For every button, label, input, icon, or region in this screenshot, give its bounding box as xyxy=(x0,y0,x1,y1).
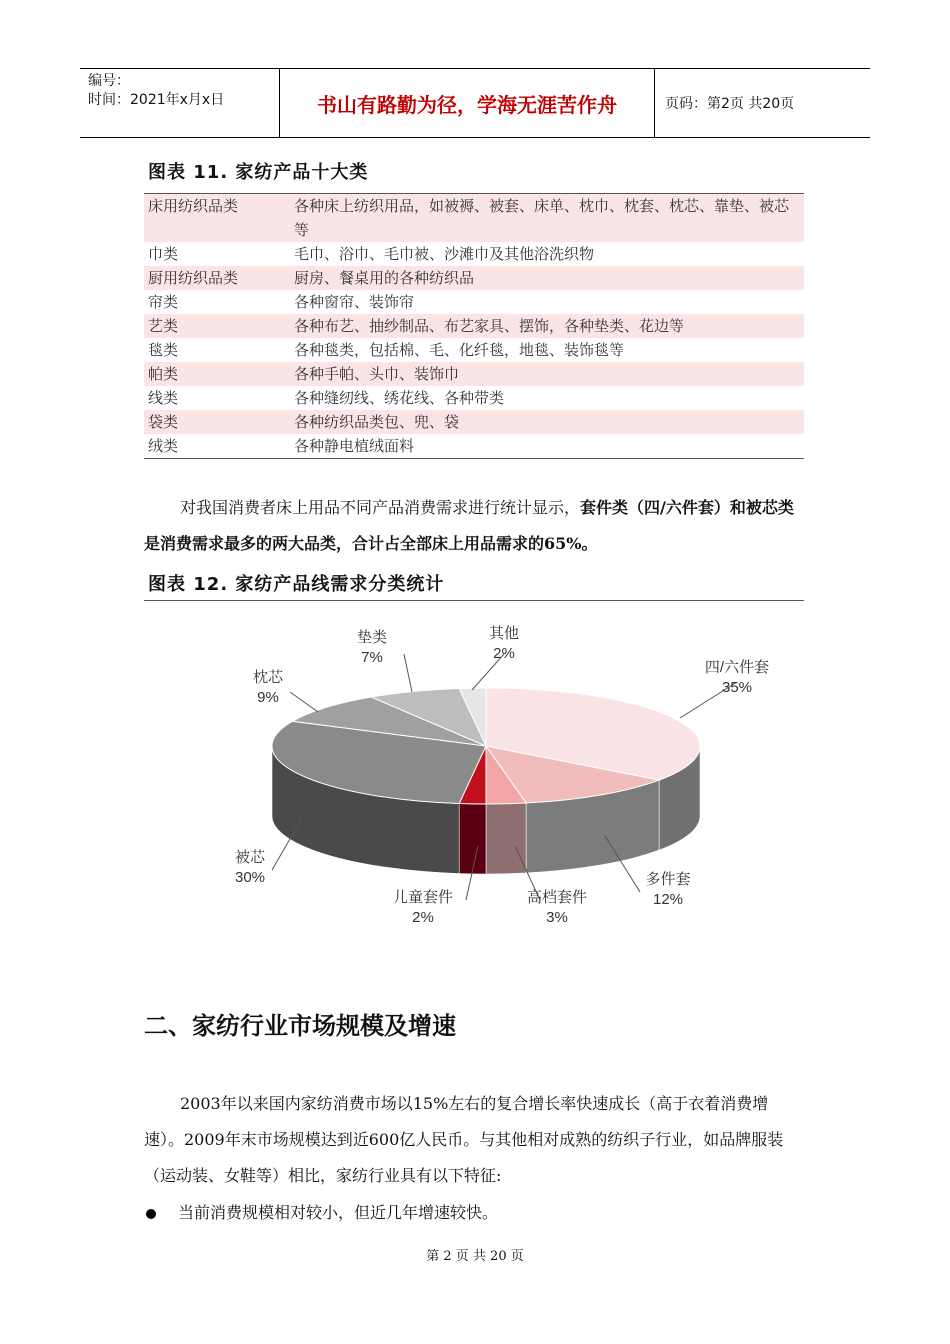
pie-slice-name: 四/六件套 xyxy=(704,659,770,676)
pie-slice-name: 枕芯 xyxy=(252,669,284,686)
table-row xyxy=(144,410,804,434)
table-cell-description: 各种缝纫线、绣花线、各种带类 xyxy=(294,389,505,407)
table-cell-category: 帕类 xyxy=(148,365,179,383)
table-row xyxy=(144,338,804,362)
header-page-number: 页码：第2页 共20页 xyxy=(665,96,795,112)
table-cell-description: 各种手帕、头巾、装饰巾 xyxy=(294,365,460,383)
pie-slice-name: 其他 xyxy=(488,625,520,642)
header-motto: 书山有路勤为径，学海无涯苦作舟 xyxy=(280,69,655,137)
section2-bullet xyxy=(146,1198,498,1228)
table-cell-category: 绒类 xyxy=(148,437,179,455)
table-cell-description: 各种布艺、抽纱制品、布艺家具、摆饰，各种垫类、花边等 xyxy=(294,317,685,335)
table-cell-category: 线类 xyxy=(148,389,179,407)
header-meta xyxy=(80,69,280,137)
pie-slice-value: 3% xyxy=(546,909,568,926)
table-row xyxy=(144,266,804,290)
pie-slice-value: 12% xyxy=(652,891,684,908)
pie-slice-name: 儿童套件 xyxy=(392,889,454,906)
table-cell-category: 帘类 xyxy=(148,293,179,311)
bullet-dot-icon xyxy=(146,1209,156,1219)
table11-title: 图表 11. 家纺产品十大类 xyxy=(148,162,369,183)
table-row xyxy=(144,434,804,458)
page-header xyxy=(80,68,870,138)
pie-slice-value: 9% xyxy=(257,689,279,706)
table-cell-description: 厨房、餐桌用的各种纺织品 xyxy=(294,269,475,287)
pie-slice-value: 35% xyxy=(721,679,753,696)
table-cell-description: 各种静电植绒面料 xyxy=(294,437,415,455)
table-cell-category: 巾类 xyxy=(148,245,179,263)
table-cell-category: 毯类 xyxy=(148,341,179,359)
header-date: 时间：2021年x月x日 xyxy=(88,92,225,108)
table-row xyxy=(144,290,804,314)
pie-slice-name: 被芯 xyxy=(234,849,266,866)
pie-side-wall xyxy=(459,804,486,874)
table-row xyxy=(144,194,804,242)
pie-slice-name: 高档套件 xyxy=(526,889,588,906)
page-footer: 第 2 页 共 20 页 xyxy=(426,1249,524,1264)
table-cell-description: 毛巾、浴巾、毛巾被、沙滩巾及其他浴洗织物 xyxy=(294,245,595,263)
chart12-title: 图表 12. 家纺产品线需求分类统计 xyxy=(148,574,445,595)
pie-slice-value: 7% xyxy=(361,649,383,666)
table-cell-category: 床用纺织品类 xyxy=(148,197,239,215)
pie-slice-value: 2% xyxy=(493,645,515,662)
table-cell-description: 各种床上纺织用品，如被褥、被套、床单、枕巾、枕套、枕芯、靠垫、被芯等 xyxy=(294,197,790,239)
table-row xyxy=(144,314,804,338)
section2-heading: 二、家纺行业市场规模及增速 xyxy=(144,1012,456,1040)
table-row xyxy=(144,362,804,386)
table-cell-description: 各种纺织品类包、兜、袋 xyxy=(294,413,460,431)
pie-side-wall xyxy=(486,803,526,874)
table-cell-category: 艺类 xyxy=(148,317,179,335)
pie-slice-name: 多件套 xyxy=(645,871,691,888)
table-cell-category: 袋类 xyxy=(148,413,179,431)
paragraph-demand xyxy=(144,490,804,562)
pie-top-slices xyxy=(272,688,700,804)
table-cell-description: 各种毯类，包括棉、毛、化纤毯，地毯、装饰毯等 xyxy=(294,341,625,359)
section2-bullet-text: 当前消费规模相对较小，但近几年增速较快。 xyxy=(178,1203,499,1222)
paragraph-demand-plain: 对我国消费者床上用品不同产品消费需求进行统计显示， xyxy=(180,498,581,517)
table11 xyxy=(144,193,804,459)
pie-slice-value: 30% xyxy=(234,869,266,886)
section2-paragraph xyxy=(144,1086,804,1194)
section2-paragraph-text: 2003年以来国内家纺消费市场以15%左右的复合增长率快速成长（高于衣着消费增速）。2009年末市场规模达到近600亿人民币。与其他相对成熟的纺织子行业，如品牌服装（运动装、女鞋等）相比，家纺行业具有以下特征: xyxy=(144,1094,784,1185)
table-cell-category: 厨用纺织品类 xyxy=(148,269,239,287)
paragraph-demand-bold: 套件类（四/六件套）和被芯类是消费需求最多的两大品类，合计占全部床上用品需求的65%。 xyxy=(144,498,794,553)
pie-chart xyxy=(0,600,950,960)
table-row xyxy=(144,242,804,266)
table-cell-description: 各种窗帘、装饰帘 xyxy=(294,293,415,311)
pie-slice-name: 垫类 xyxy=(356,629,388,646)
pie-leader-line xyxy=(404,654,412,692)
table-row xyxy=(144,386,804,410)
pie-slice-value: 2% xyxy=(412,909,434,926)
pie-leader-line xyxy=(290,692,318,712)
header-number: 编号： xyxy=(88,73,130,89)
